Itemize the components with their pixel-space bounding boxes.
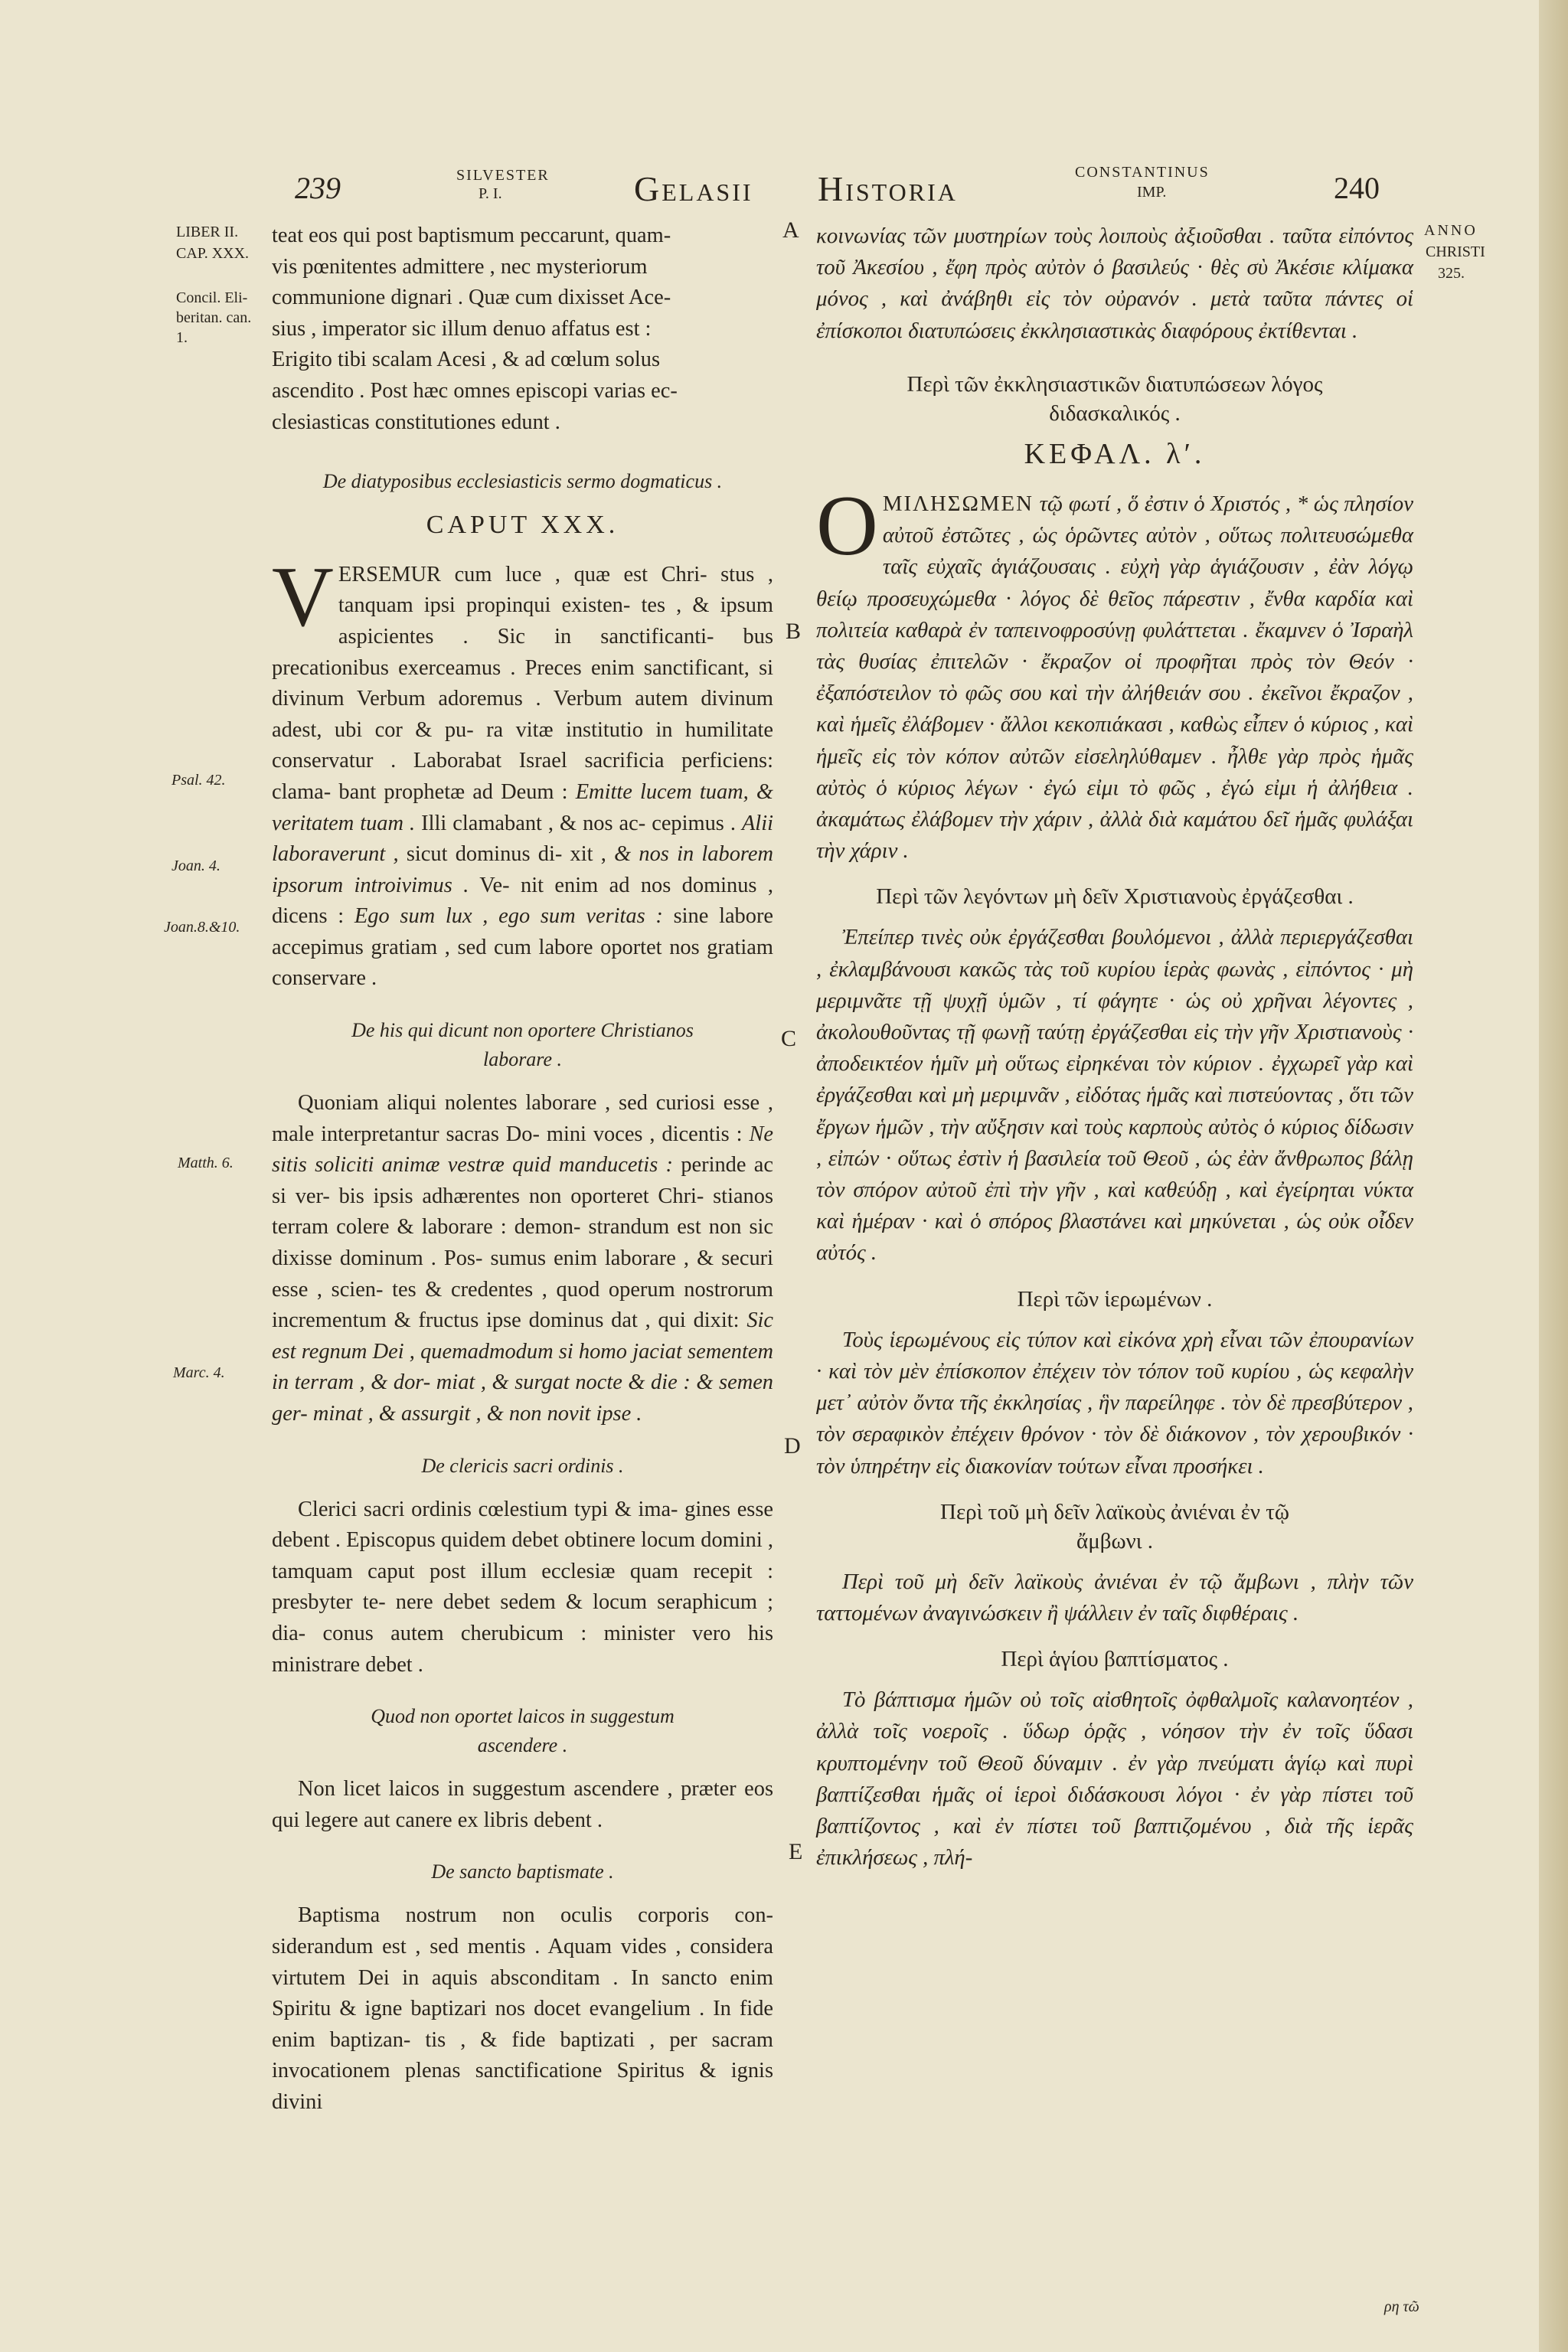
greek-paragraph-4: Περὶ τοῦ μὴ δεῖν λαϊκοὺς ἀνιέναι ἐν τῷ ἄμβωνι , πλὴν τῶν ταττομένων ἀναγινώσκειν ἢ ψάλλειν ἐν ταῖς διφθέραις .: [816, 1569, 1413, 1625]
greek-intro: κοινωνίας τῶν μυστηρίων τοὺς λοιποὺς ἀξιοῦσθαι . ταῦτα εἰπόντος τοῦ Ἀκεσίου , ἔφη πρὸς αὐτὸν ὁ βασιλεύς · θὲς σὺ Ἀκέσιε κλίμακα μόνος , καὶ ἀνάβηθι εἰς τὸν οὐρανόν . μετὰ ταῦτα πάντες οἱ ἐπίσκοποι διατυπώσεις ἐκκλησιαστικὰς διαφόρους ἐκτίθενται .: [816, 224, 1413, 343]
margin-ref-joan8: Joan.8.&10.: [164, 919, 240, 936]
margin-ref-marc: Marc. 4.: [173, 1364, 225, 1381]
greek-paragraph-5: Τὸ βάπτισμα ἡμῶν οὐ τοῖς αἰσθητοῖς ὀφθαλμοῖς καλανοητέον , ἀλλὰ τοῖς νοεροῖς . ὕδωρ ὁρᾷς , νόησον τὴν ἐν τοῖς ὕδασι κρυπτομένην τοῦ Θεοῦ δύναμιν . ἐν γὰρ πνεύματι ἁγίῳ καὶ πυρὶ βαπτίζεσθαι ἡμᾶς οἱ ἱεροὶ διδάσκουσι λόγοι · ἐν γὰρ πίστει τοῦ βαπτίζοντος , καὶ ἐν πίστει τοῦ βαπτιζομένου , διὰ τῆς ἱερᾶς ἐπικλήσεως , πλή-: [816, 1687, 1413, 1870]
section-marker-e: E: [789, 1839, 803, 1864]
section-marker-c: C: [781, 1026, 797, 1051]
latin-heading-clerici: De clericis sacri ordinis .: [421, 1454, 624, 1477]
margin-ref-matth: Matth. 6.: [178, 1155, 234, 1171]
margin-concil-1: Concil. Eli-: [176, 289, 248, 306]
running-title-right: Historia: [818, 169, 958, 208]
left-running-head-top: SILVESTER: [456, 167, 550, 184]
section-marker-b: B: [786, 619, 802, 644]
right-running-head-bottom: IMP.: [1137, 184, 1167, 201]
section-marker-a: A: [782, 217, 799, 243]
right-page-number: 240: [1334, 171, 1380, 205]
greek-heading-diatyposes: Περὶ τῶν ἐκκλησιαστικῶν διατυπώσεων λόγος διδασκαλικός .: [906, 371, 1323, 426]
latin-intro-line: ascendito . Post hæc omnes episcopi varias ec-: [272, 378, 678, 403]
latin-heading-laborare: De his qui dicunt non oportere Christianos laborare .: [351, 1019, 694, 1071]
greek-paragraph-3: Τοὺς ἱερωμένους εἰς τύπον καὶ εἰκόνα χρὴ εἶναι τῶν ἐπουρανίων · καὶ τὸν μὲν ἐπίσκοπον ἐπέχειν τὸν τόπον τοῦ κυρίου , ὡς κεφαλὴν μετ᾽ αὐτὸν ὄντα τῆς ἐκκλησίας , ἣν παρείληφε . τὸν δὲ πρεσβύτερον , τὸν σεραφικὸν ἐπέχειν θρόνον · τὸν δὲ διάκονον , τὸν χερουβικόν · τὸν ὑπηρέτην εἰς διακονίαν τούτων εἶναι προσήκει .: [816, 1327, 1413, 1478]
latin-intro-line: communione dignari . Quæ cum dixisset Ace-: [272, 286, 671, 310]
margin-liber: LIBER II.: [176, 224, 239, 240]
margin-ref-psal: Psal. 42.: [172, 772, 226, 789]
margin-anno: ANNO: [1424, 222, 1478, 239]
greek-column: [816, 220, 1413, 1873]
margin-concil-2: beritan. can.: [176, 309, 252, 326]
latin-heading-diatyposes: De diatyposibus ecclesiasticis sermo dogmaticus .: [322, 470, 723, 493]
greek-dropcap: Ο: [816, 479, 878, 574]
latin-intro-line: teat eos qui post baptismum peccarunt, quam-: [272, 224, 671, 247]
latin-dropcap: V: [272, 549, 334, 645]
catchword: ρη τῶ: [1384, 2298, 1419, 2315]
greek-heading-hieromenon: Περὶ τῶν ἱερωμένων .: [1017, 1286, 1213, 1312]
left-running-head-bottom: P. I.: [479, 185, 502, 202]
latin-intro-line: sius , imperator sic illum denuo affatus est :: [272, 316, 652, 341]
greek-heading-laborare: Περὶ τῶν λεγόντων μὴ δεῖν Χριστιανοὺς ἐργάζεσθαι .: [876, 884, 1354, 910]
right-running-head-top: CONSTANTINUS: [1075, 164, 1210, 181]
margin-christi: CHRISTI: [1426, 243, 1485, 260]
latin-paragraph-5: Baptisma nostrum non oculis corporis con- siderandum est , sed mentis . Aquam vides , considera virtutem Dei in aquis absconditam . In sancto enim Spiritu & igne baptizari nos docet evangelium . In fide enim baptizan- tis , & fide baptizati , per sacram invocationem plenas sanctificatione Spiritus & ignis divini: [272, 1903, 773, 2114]
latin-paragraph-2: Quoniam aliqui nolentes laborare , sed curiosi esse , male interpretantur sacras Do- mini voces , dicentis : Ne sitis soliciti animæ vestræ quid manducetis : perinde ac si ver- bis ipsis adhærentes non oporteret Chri- stianos terram colere & laborare : demon- strandum est non sic dixisse dominum . Pos- sumus enim laborare , & securi esse , scien- tes & credentes , quod operum nostrorum incrementum & fructus ipse dominus dat , qui dixit: Sic est regnum Dei , quemadmodum si homo jaciat sementem in terram , & dor- miat , & surgat nocte & die : & semen ger- minat , & assurgit , & non novit ipse .: [272, 1091, 773, 1426]
latin-heading-suggestum: Quod non oportet laicos in suggestum ascendere .: [371, 1705, 675, 1757]
page-gutter: [1539, 0, 1568, 2352]
margin-ref-joan4: Joan. 4.: [172, 858, 220, 874]
latin-intro-line: vis pœnitentes admittere , nec mysteriorum: [272, 254, 648, 279]
running-title-left: Gelasii: [634, 169, 753, 208]
greek-heading-baptisma: Περὶ ἁγίου βαπτίσματος .: [1001, 1647, 1229, 1672]
greek-heading-ambon: Περὶ τοῦ μὴ δεῖν λαϊκοὺς ἀνιέναι ἐν τῷ ἄμβωνι .: [940, 1499, 1289, 1553]
latin-paragraph-3: Clerici sacri ordinis cœlestium typi & ima- gines esse debent . Episcopus quidem debet obtinere locum domini , tamquam caput post illum ecclesiæ quam recepit : presbyter te- nere debet sedem & locum seraphicum ; dia- conus autem cherubicum : minister vero his ministrare debet .: [272, 1497, 773, 1677]
margin-concil-3: 1.: [176, 329, 188, 346]
margin-caput: CAP. XXX.: [176, 245, 250, 262]
section-marker-d: D: [784, 1433, 801, 1459]
greek-paragraph-1: ΟΜΙΛΗΣΩΜΕΝ τῷ φωτί , ὅ ἐστιν ὁ Χριστός , * ὡς πλησίον αὐτοῦ ἐστῶτες , ὡς ὁρῶντες αὐτὸν , οὕτως πολιτευσώμεθα ταῖς εὐχαῖς ἁγιάζουσαις . εὐχὴ γὰρ ἁγιάζουσιν , ἐὰν λόγῳ θείῳ προσευχώμεθα · λόγος δὲ θεῖος πάρεστιν , ἔνθα καρδία καὶ πολιτεία καθαρὰ ἐν ταπεινοφροσύνῃ φυλάττεται . ἔκαμνεν ὁ Ἰσραὴλ τὰς θυσίας ἐπιτελῶν · ἔκραζον οἱ προφῆται πρὸς τὸν Θεόν · ἐξαπόστειλον τὸ φῶς σου καὶ τὴν ἀλήθειάν σου . ἐκεῖνοι ἔκραζον , καὶ ἡμεῖς ἐλάβομεν · ἄλλοι κεκοπιάκασι , καθὼς εἶπεν ὁ κύριος , καὶ ἡμεῖς εἰς τὸν κόπον αὐτῶν εἰσεληλύθαμεν . ἦλθε γὰρ πρὸς ἡμᾶς αὐτὸς ὁ κύριος λέγων · ἐγώ εἰμι τὸ φῶς , ἐγώ εἰμι ἡ ἀλήθεια . ἀκαμάτως ἐλάβομεν τὴν χάριν , ἀλλὰ διὰ καμάτου δεῖ ἡμᾶς φυλάξαι τὴν χάριν .: [816, 479, 1413, 864]
latin-heading-baptismate: De sancto baptismate .: [431, 1860, 614, 1883]
latin-caput-title: CAPUT XXX.: [426, 511, 619, 540]
latin-paragraph-1: VERSEMUR cum luce , quæ est Chri- stus , tanquam ipsi propinqui existen- tes , & ipsum aspicientes . Sic in sanctificanti- bus precationibus exerceamus . Preces enim sanctificant, si divinum Verbum adoremus . Verbum autem divinum adest, ubi cor & pu- ra vitæ institutio in humilitate conservatur . Laborabat Israel sacrificia perficiens: clama- bant prophetæ ad Deum : Emitte lucem tuam, & veritatem tuam . Illi clamabant , & nos ac- cepimus . Alii laboraverunt , sicut dominus di- xit , & nos in laborem ipsorum introivimus . Ve- nit enim ad nos dominus , dicens : Ego sum lux , ego sum veritas : sine labore accepimus gratiam , sed cum labore oportet nos gratiam conservare .: [272, 549, 774, 991]
greek-caput-title: ΚΕΦΑΛ. λʹ.: [1024, 437, 1206, 470]
margin-year: 325.: [1438, 265, 1465, 282]
latin-paragraph-4: Non licet laicos in suggestum ascendere , præter eos qui legere aut canere ex libris debent .: [272, 1777, 773, 1832]
latin-intro-line: clesiasticas constitutiones edunt .: [272, 410, 560, 434]
greek-paragraph-2: Ἐπείπερ τινὲς οὐκ ἐργάζεσθαι βουλόμενοι , ἀλλὰ περιεργάζεσθαι , ἐκλαμβάνουσι κακῶς τὰς τοῦ κυρίου ἱερὰς φωνὰς , εἰπόντος · μὴ μεριμνᾶτε τῇ ψυχῇ ὑμῶν , τί φάγητε · ὡς οὐ χρῆναι λέγοντες , ἀκολουθοῦντας τῇ φωνῇ ταύτῃ ἐργάζεσθαι εἰς τὴν γῆν Χριστιανοὺς · ἀποδεικτέον ἡμῖν μὴ οὕτως εἰρηκέναι τὸν κύριον . ἐγχωρεῖ γὰρ καὶ ἐργάζεσθαι καὶ μὴ μεριμνᾶν , εἰδότας ἡμᾶς καὶ πιστεύοντας , ὅτι τῶν ἔργων ἡμῶν , τὴν αὔξησιν καὶ τοὺς καρποὺς αὐτὸς ὁ κύριος δίδωσιν , εἰπών · οὕτως ἐστὶν ἡ βασιλεία τοῦ Θεοῦ , ὡς ἐὰν ἄνθρωπος βάλῃ τὸν σπόρον αὐτοῦ ἐπὶ τὴν γῆν , καὶ καθεύδῃ , καὶ ἐγείρηται νύκτα καὶ ἡμέραν · καὶ ὁ σπόρος βλαστάνει καὶ μηκύνεται , ὡς οὐκ οἶδεν αὐτός .: [816, 925, 1413, 1266]
latin-column: [272, 220, 773, 2118]
latin-intro-line: Erigito tibi scalam Acesi , & ad cœlum solus: [272, 348, 661, 372]
left-page-number: 239: [295, 171, 341, 205]
